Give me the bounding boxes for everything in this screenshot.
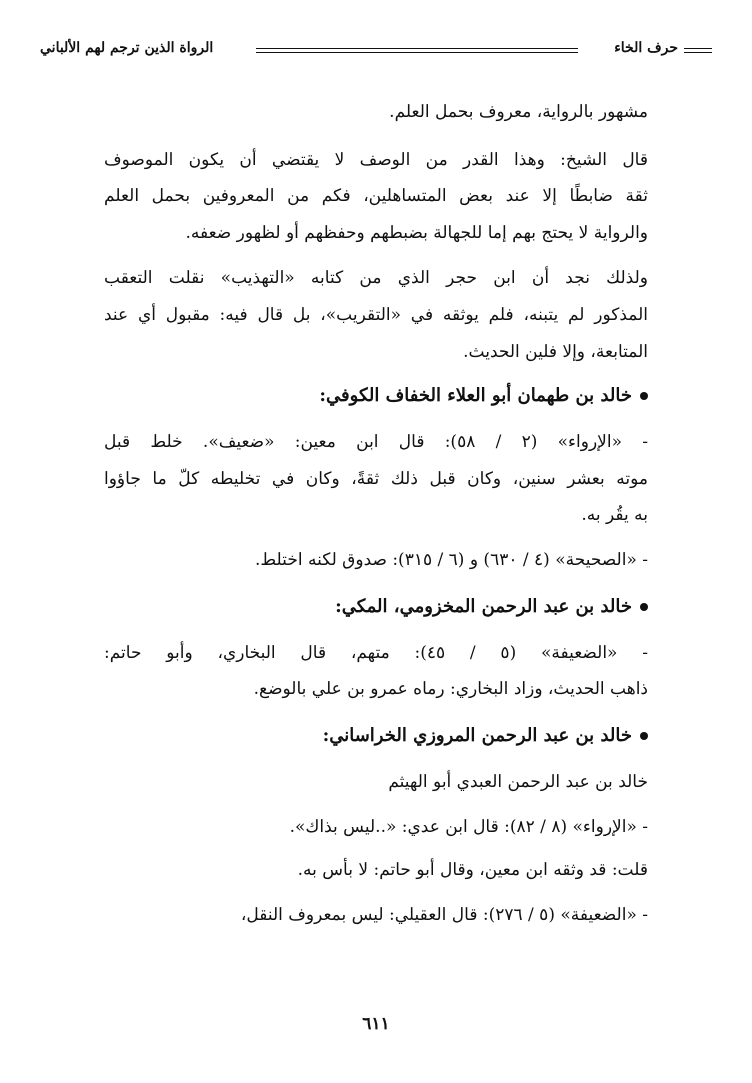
text-line: به يقُر به. bbox=[581, 505, 648, 525]
header-rule-right bbox=[684, 48, 712, 53]
page-number: ٦١١ bbox=[362, 1014, 390, 1034]
bullet-icon bbox=[640, 392, 648, 400]
entry-heading-text: خالد بن عبد الرحمن المخزومي، المكي: bbox=[335, 596, 632, 617]
text-line: ذاهب الحديث، وزاد البخاري: رماه عمرو بن علي بالوضع. bbox=[253, 679, 648, 699]
running-header bbox=[40, 36, 712, 64]
text-line: - «الضعيفة» (٥ / ٤٥): متهم، قال البخاري، وأبو حاتم: bbox=[104, 643, 648, 663]
text-line: - «الصحيحة» (٤ / ٦٣٠) و (٦ / ٣١٥): صدوق لكنه اختلط. bbox=[255, 550, 648, 570]
text-line: - «الإرواء» (٢ / ٥٨): قال ابن معين: «ضعيف». خلط قبل bbox=[104, 432, 648, 452]
header-book-title: الرواة الذين ترجم لهم الألباني bbox=[40, 40, 214, 56]
entry-heading-text: خالد بن عبد الرحمن المروزي الخراساني: bbox=[322, 725, 632, 746]
entry-heading bbox=[104, 724, 648, 748]
text-line: قال الشيخ: وهذا القدر من الوصف لا يقتضي أن يكون الموصوف bbox=[104, 150, 648, 170]
text-line: المذكور لم يتبنه، فلم يوثقه في «التقريب»، بل قال فيه: مقبول أي عند bbox=[104, 305, 648, 325]
text-line: - «الإرواء» (٨ / ٨٢): قال ابن عدي: «..ليس بذاك». bbox=[289, 817, 648, 837]
bullet-icon bbox=[640, 603, 648, 611]
text-line: خالد بن عبد الرحمن العبدي أبو الهيثم bbox=[388, 772, 648, 792]
text-line: موته بعشر سنين، وكان قبل ذلك ثقةً، وكان في تخليطه كلّ ما جاؤوا bbox=[104, 469, 648, 489]
text-line: ولذلك نجد أن ابن حجر الذي من كتابه «التهذيب» نقلت التعقب bbox=[104, 268, 648, 288]
text-line: والرواية لا يحتج بهم إما للجهالة بضبطهم وحفظهم أو لظهور ضعفه. bbox=[185, 223, 648, 243]
entry-heading bbox=[104, 384, 648, 408]
entry-heading-text: خالد بن طهمان أبو العلاء الخفاف الكوفي: bbox=[319, 385, 632, 406]
header-section-title: حرف الخاء bbox=[614, 40, 678, 56]
bullet-icon bbox=[640, 732, 648, 740]
text-line: ثقة ضابطًا إلا عند بعض المتساهلين، فكم من المعروفين بحمل العلم bbox=[104, 186, 648, 206]
text-line: - «الضعيفة» (٥ / ٢٧٦): قال العقيلي: ليس بمعروف النقل، bbox=[240, 905, 648, 925]
text-line: قلت: قد وثقه ابن معين، وقال أبو حاتم: لا بأس به. bbox=[297, 860, 648, 880]
text-line: مشهور بالرواية، معروف بحمل العلم. bbox=[389, 102, 648, 122]
text-line: المتابعة، وإلا فلين الحديث. bbox=[463, 342, 648, 362]
header-rule-middle bbox=[256, 48, 578, 53]
entry-heading bbox=[104, 595, 648, 619]
